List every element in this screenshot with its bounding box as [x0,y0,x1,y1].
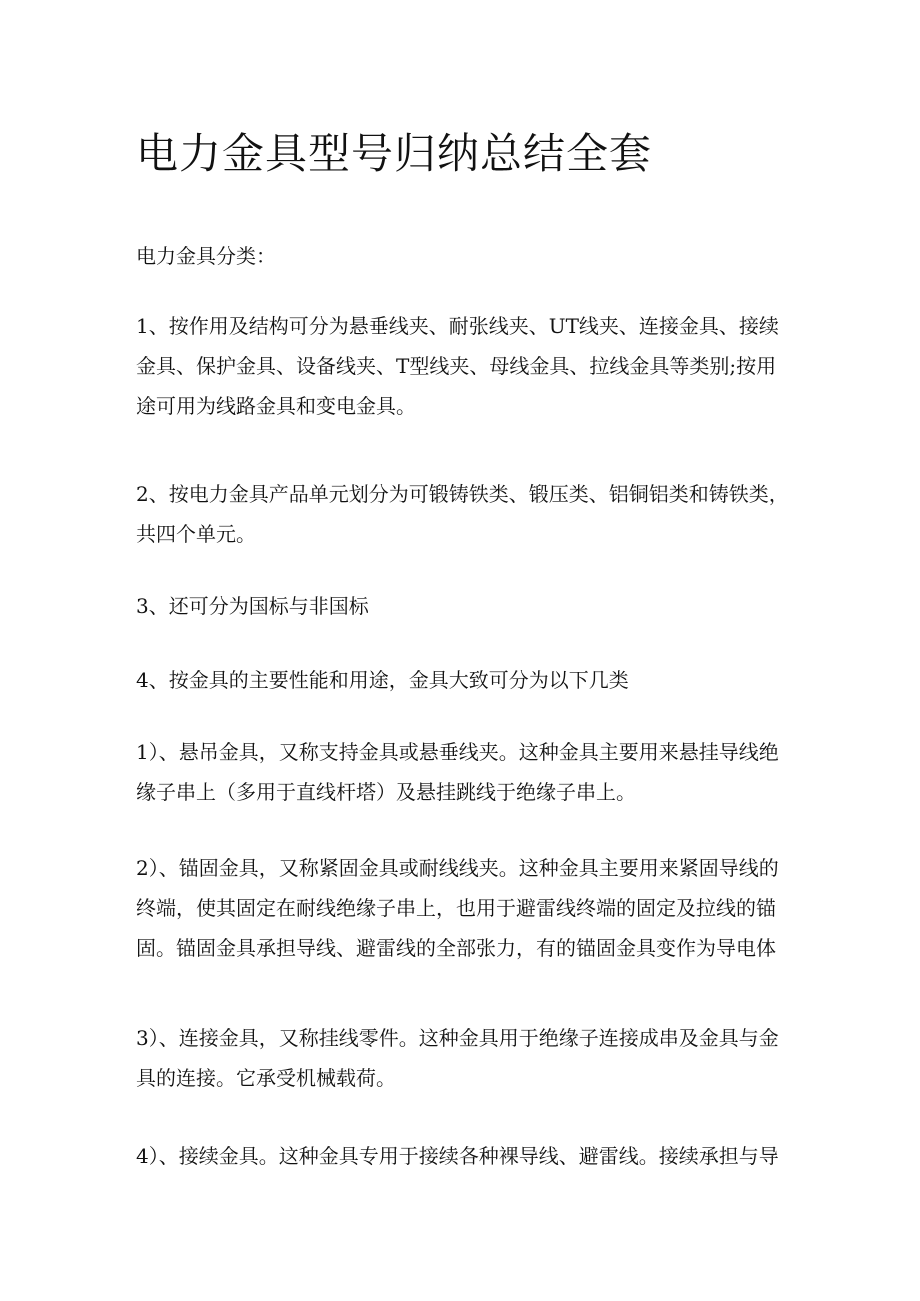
text-line: 途可用为线路金具和变电金具。 [136,394,416,418]
document-title: 电力金具型号归纳总结全套 [136,129,653,178]
paragraph-classification-heading [136,236,796,276]
text-line: 具的连接。它承受机械载荷。 [136,1066,396,1090]
text-line: 缘子串上（多用于直线杆塔）及悬挂跳线于绝缘子串上。 [136,780,636,804]
text-line: 3、还可分为国标与非国标 [136,594,369,618]
text-line: 4）、接续金具。这种金具专用于接续各种裸导线、避雷线。接续承担与导 [136,1144,779,1168]
text-line: 金具、保护金具、设备线夹、T型线夹、母线金具、拉线金具等类别;按用 [136,354,777,378]
paragraph-item-3 [136,586,796,626]
text-line: 2、按电力金具产品单元划分为可锻铸铁类、锻压类、铝铜铝类和铸铁类， [136,482,789,506]
paragraph-sub-2 [136,848,796,968]
text-line: 2）、锚固金具，又称紧固金具或耐线线夹。这种金具主要用来紧固导线的 [136,856,779,880]
text-line: 1、按作用及结构可分为悬垂线夹、耐张线夹、UT线夹、连接金具、接续 [136,314,779,338]
text-line: 1）、悬吊金具，又称支持金具或悬垂线夹。这种金具主要用来悬挂导线绝 [136,740,779,764]
text-line: 电力金具分类： [136,244,276,268]
paragraph-item-4 [136,660,796,700]
text-line: 固。锚固金具承担导线、避雷线的全部张力，有的锚固金具变作为导电体 [136,936,776,960]
text-line: 共四个单元。 [136,522,256,546]
paragraph-sub-3 [136,1018,796,1098]
text-line: 4、按金具的主要性能和用途，金具大致可分为以下几类 [136,668,629,692]
paragraph-item-1 [136,306,796,426]
text-line: 3）、连接金具，又称挂线零件。这种金具用于绝缘子连接成串及金具与金 [136,1026,779,1050]
paragraph-sub-1 [136,732,796,812]
text-line: 终端，使其固定在耐线绝缘子串上，也用于避雷线终端的固定及拉线的锚 [136,896,776,920]
paragraph-item-2 [136,474,796,554]
paragraph-sub-4 [136,1136,796,1176]
